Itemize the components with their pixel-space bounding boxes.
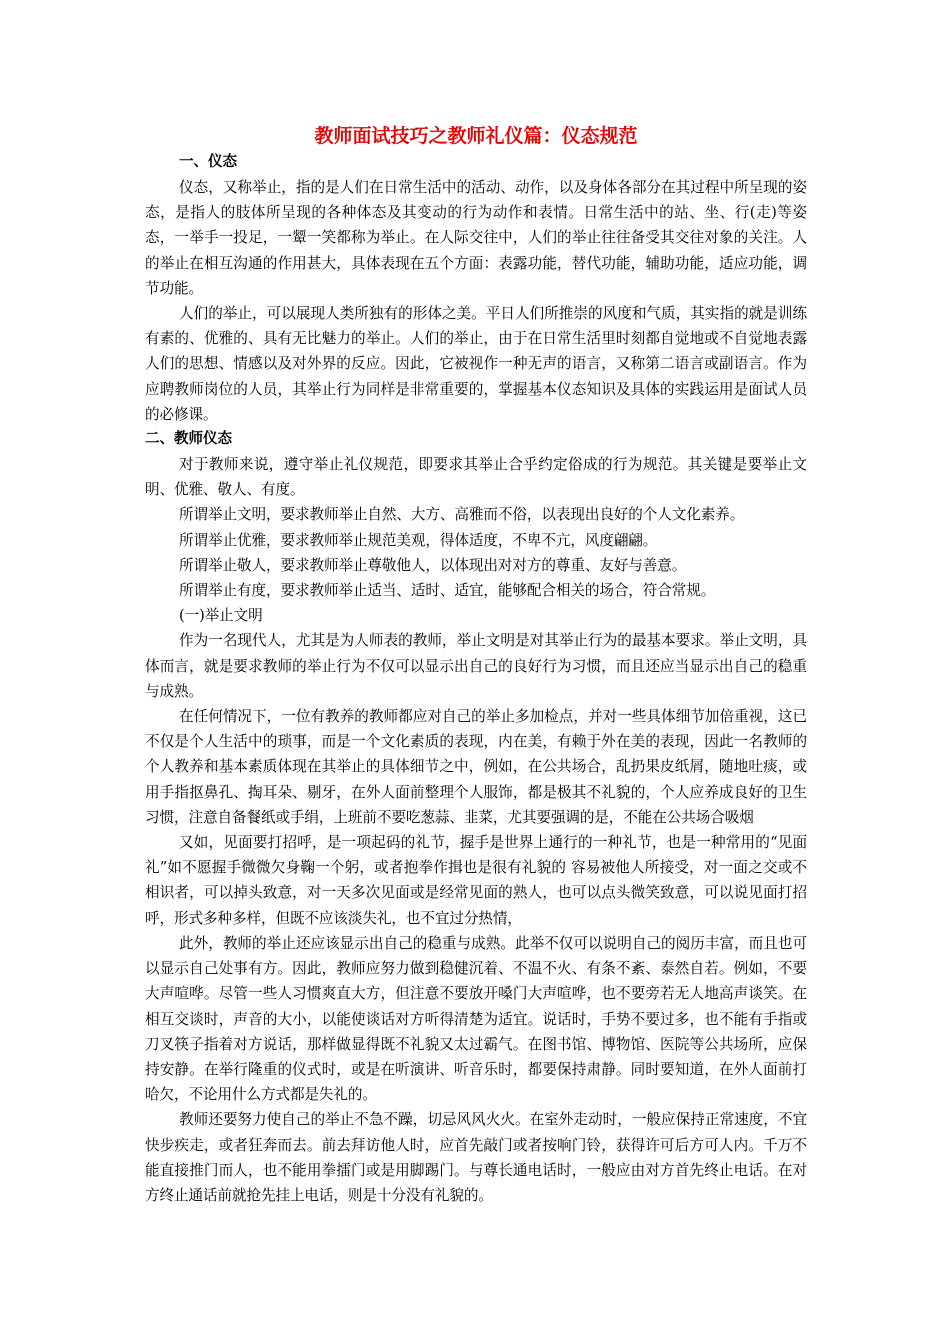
paragraph: 人们的举止，可以展现人类所独有的形体之美。平日人们所推崇的风度和气质，其实指的就是训练有素的、优雅的、具有无比魅力的举止。人们的举止，由于在日常生活里时刻都自觉地或不自觉地表露人们的思想、情感以及对外界的反应。因此，它被视作一种无声的语言，又称第二语言或副语言。作为应聘教师岗位的人员，其举止行为同样是非常重要的，掌握基本仪态知识及具体的实践运用是面试人员的必修课。 — [145, 305, 807, 423]
subsection-heading: (一)举止文明 — [179, 607, 263, 625]
paragraph: 所谓举止有度，要求教师举止适当、适时、适宜，能够配合相关的场合，符合常规。 — [179, 582, 716, 600]
paragraph: 所谓举止优雅，要求教师举止规范美观，得体适度，不卑不亢，风度翩翩。 — [179, 531, 658, 549]
paragraph: 所谓举止文明，要求教师举止自然、大方、高雅而不俗，以表现出良好的个人文化素养。 — [179, 506, 745, 524]
paragraph: 在任何情况下，一位有教养的教师都应对自己的举止多加检点，并对一些具体细节加倍重视，这已不仅是个人生活中的琐事，而是一个文化素质的表现，内在美，有赖于外在美的表现，因此一名教师的个人教养和基本素质体现在其举止的具体细节之中，例如，在公共场合，乱扔果皮纸屑，随地吐痰，或用手指抠鼻孔、掏耳朵、剔牙，在外人面前整理个人服饰，都是极其不礼貌的，个人应养成良好的卫生习惯，注意自备餐纸或手绢，上班前不要吃葱蒜、韭菜，尤其要强调的是，不能在公共场合吸烟 — [145, 708, 807, 826]
paragraph: 对于教师来说，遵守举止礼仪规范，即要求其举止合乎约定俗成的行为规范。其关键是要举止文明、优雅、敬人、有度。 — [145, 456, 807, 499]
section-heading-demeanor: 一、仪态 — [179, 154, 237, 170]
document-body — [145, 122, 807, 1208]
paragraph: 仪态，又称举止，指的是人们在日常生活中的活动、动作，以及身体各部分在其过程中所呈现的姿态，是指人的肢体所呈现的各种体态及其变动的行为动作和表情。日常生活中的站、坐、行(走)等姿态，一举手一投足，一颦一笑都称为举止。在人际交往中，人们的举止往往备受其交往对象的关注。人的举止在相互沟通的作用甚大，具体表现在五个方面：表露功能，替代功能，辅助功能，适应功能，调节功能。 — [145, 179, 807, 297]
section-heading-teacher-demeanor: 二、教师仪态 — [145, 431, 232, 448]
paragraph: 又如，见面要打招呼，是一项起码的礼节，握手是世界上通行的一种礼节，也是一种常用的“见面礼”如不愿握手微微欠身鞠一个躬，或者抱拳作揖也是很有礼貌的 容易被他人所接受，对一面之交或不相识者，可以掉头致意，对一天多次见面或是经常见面的熟人，也可以点头微笑致意，可以说见面打招呼，形式多种多样，但既不应该淡失礼，也不宜过分热情， — [145, 834, 807, 927]
paragraph: 所谓举止敬人，要求教师举止尊敬他人，以体现出对对方的尊重、友好与善意。 — [179, 556, 687, 574]
document-title: 教师面试技巧之教师礼仪篇：仪态规范 — [314, 125, 638, 147]
paragraph: 教师还要努力使自己的举止不急不躁，切忌风风火火。在室外走动时，一般应保持正常速度，不宜快步疾走，或者狂奔而去。前去拜访他人时，应首先敲门或者按响门铃，获得许可后方可人内。千万不能直接推门而人，也不能用拳擂门或是用脚踢门。与尊长通电话时，一般应由对方首先终止电话。在对方终止通话前就抢先挂上电话，则是十分没有礼貌的。 — [145, 1111, 807, 1204]
paragraph: 此外，教师的举止还应该显示出自己的稳重与成熟。此举不仅可以说明自己的阅历丰富，而且也可以显示自己处事有方。因此，教师应努力做到稳健沉着、不温不火、有条不紊、泰然自若。例如，不要大声喧哗。尽管一些人习惯爽直大方，但注意不要放开嗓门大声喧哗，也不要旁若无人地高声谈笑。在相互交谈时，声音的大小，以能使谈话对方听得清楚为适宜。说话时，手势不要过多，也不能有手指或刀叉筷子指着对方说话，那样做显得既不礼貌又太过霸气。在图书馆、博物馆、医院等公共场所，应保持安静。在举行隆重的仪式时，或是在听演讲、听音乐时，都要保持肃静。同时要知道，在外人面前打哈欠，不论用什么方式都是失礼的。 — [145, 934, 807, 1104]
paragraph: 作为一名现代人，尤其是为人师表的教师，举止文明是对其举止行为的最基本要求。举止文明，具体而言，就是要求教师的举止行为不仅可以显示出自己的良好行为习惯，而且还应当显示出自己的稳重与成熟。 — [145, 632, 807, 700]
